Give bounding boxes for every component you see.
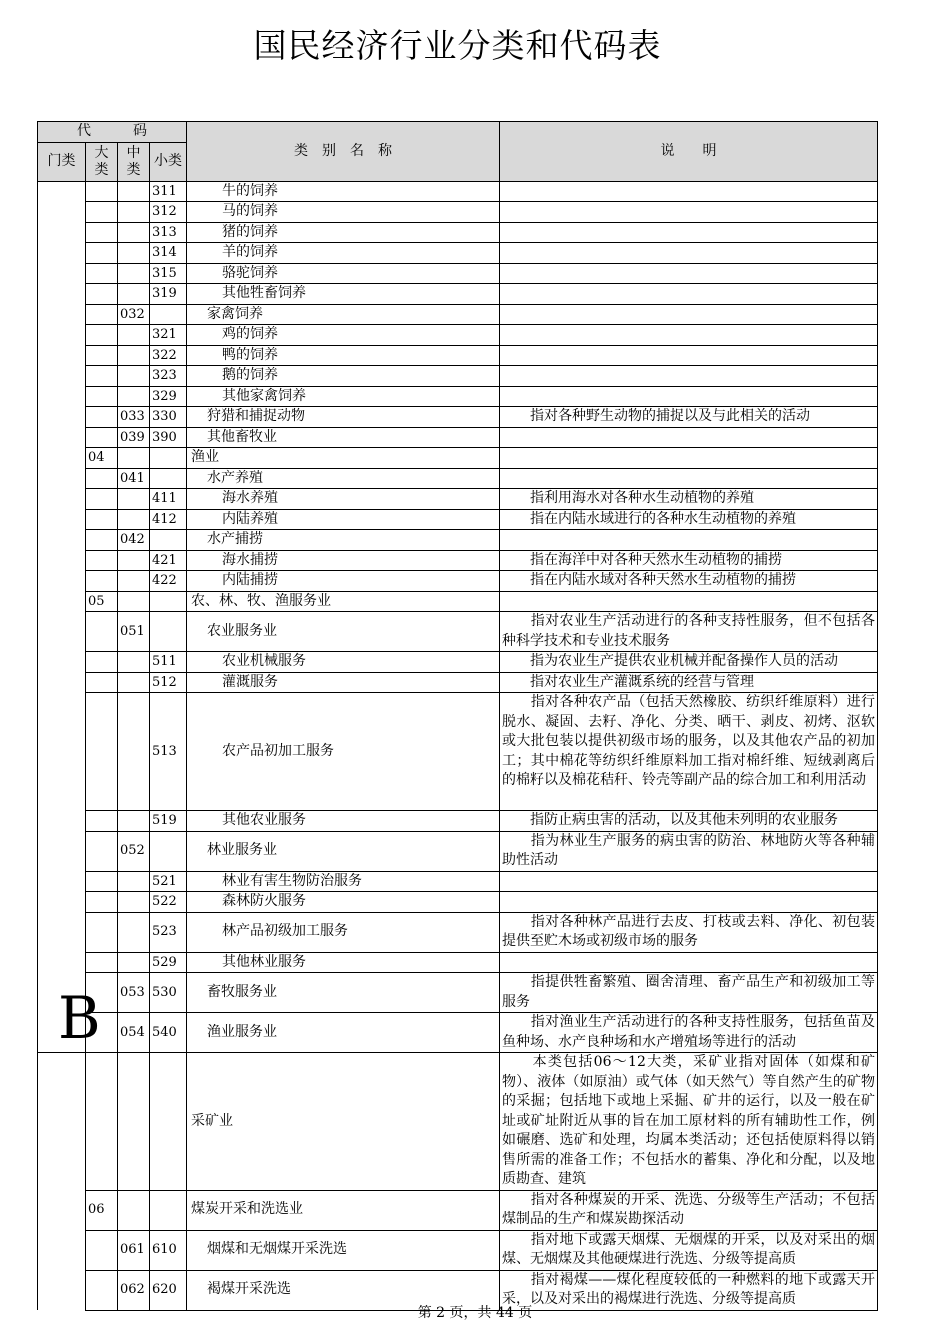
dalei-cell	[86, 509, 118, 530]
description-cell	[500, 973, 878, 1013]
xiaolei-cell: 421	[150, 550, 187, 571]
dalei-cell	[86, 652, 118, 673]
zhonglei-cell	[118, 952, 150, 973]
category-name-cell: 其他农业服务	[187, 811, 500, 832]
dalei-cell	[86, 1053, 118, 1191]
table-row	[38, 693, 878, 811]
xiaolei-cell	[150, 591, 187, 612]
description-cell	[500, 892, 878, 913]
menlei-cell	[38, 407, 86, 428]
xiaolei-cell: 610	[150, 1230, 187, 1270]
menlei-cell	[38, 591, 86, 612]
xiaolei-cell	[150, 530, 187, 551]
category-name-cell: 森林防火服务	[187, 892, 500, 913]
description-text: 指对褐煤——煤化程度较低的一种燃料的地下或露天开采，以及对采出的褐煤进行洗选、分级等提高质	[502, 1271, 875, 1307]
menlei-cell	[38, 530, 86, 551]
category-name-cell: 其他牲畜饲养	[187, 284, 500, 305]
description-text: 指对农业生产灌溉系统的经营与管理	[530, 673, 754, 690]
menlei-cell	[38, 222, 86, 243]
dalei-cell	[86, 427, 118, 448]
zhonglei-cell	[118, 284, 150, 305]
description-cell	[500, 1013, 878, 1053]
xiaolei-cell: 513	[150, 693, 187, 811]
description-cell	[500, 489, 878, 510]
table-row	[38, 1053, 878, 1191]
description-cell	[500, 366, 878, 387]
description-cell	[500, 407, 878, 428]
zhonglei-cell: 061	[118, 1230, 150, 1270]
table-row	[38, 386, 878, 407]
xiaolei-cell: 519	[150, 811, 187, 832]
table-row	[38, 222, 878, 243]
description-cell	[500, 1230, 878, 1270]
zhonglei-cell	[118, 652, 150, 673]
zhonglei-cell	[118, 243, 150, 264]
xiaolei-cell: 329	[150, 386, 187, 407]
xiaolei-cell: 315	[150, 263, 187, 284]
description-cell	[500, 202, 878, 223]
category-name-cell: 狩猎和捕捉动物	[187, 407, 500, 428]
description-cell	[500, 811, 878, 832]
page-footer: 第 2 页，共 44 页	[417, 1305, 533, 1321]
name-header: 类 别 名 称	[187, 122, 500, 182]
dalei-cell	[86, 892, 118, 913]
description-text: 指对各种农产品（包括天然橡胶、纺织纤维原料）进行脱水、凝固、去籽、净化、分类、晒干、剥皮、初烤、沤软或大批包装以提供初级市场的服务，以及其他农产品的初加工；其中棉花等纺织纤维原料加工指对棉纤维、短绒剥离后的棉籽以及棉花秸秆、铃壳等副产品的综合加工和利用活动	[502, 694, 876, 788]
description-cell	[500, 612, 878, 652]
table-row	[38, 591, 878, 612]
description-text: 指防止病虫害的活动，以及其他未列明的农业服务	[530, 812, 838, 828]
table-row	[38, 489, 878, 510]
description-cell	[500, 468, 878, 489]
xiaolei-cell: 411	[150, 489, 187, 510]
zhonglei-cell	[118, 345, 150, 366]
dalei-cell	[86, 284, 118, 305]
description-text: 指对农业生产活动进行的各种支持性服务，但不包括各种科学技术和专业技术服务	[502, 613, 876, 649]
description-text: 指在海洋中对各种天然水生动植物的捕捞	[530, 551, 782, 568]
description-cell	[500, 222, 878, 243]
table-row	[38, 652, 878, 673]
category-name-cell: 鸡的饲养	[187, 325, 500, 346]
zhonglei-cell	[118, 1190, 150, 1230]
menlei-cell	[38, 831, 86, 871]
category-name-cell: 猪的饲养	[187, 222, 500, 243]
xiaolei-cell	[150, 448, 187, 469]
xiaolei-header: 小类	[150, 142, 187, 181]
xiaolei-cell	[150, 831, 187, 871]
dalei-cell	[86, 202, 118, 223]
table-row	[38, 871, 878, 892]
xiaolei-cell: 521	[150, 871, 187, 892]
xiaolei-cell: 523	[150, 912, 187, 952]
table-row	[38, 263, 878, 284]
zhonglei-cell	[118, 871, 150, 892]
xiaolei-cell	[150, 304, 187, 325]
table-row	[38, 468, 878, 489]
xiaolei-cell: 322	[150, 345, 187, 366]
dalei-cell	[86, 693, 118, 811]
dalei-cell	[86, 811, 118, 832]
table-row	[38, 243, 878, 264]
description-cell	[500, 181, 878, 202]
description-cell	[500, 952, 878, 973]
dalei-cell	[86, 912, 118, 952]
description-text: 指对地下或露天烟煤、无烟煤的开采，以及对采出的烟煤、无烟煤及其他硬煤进行洗选、分级等提高质	[502, 1231, 876, 1267]
menlei-cell	[38, 693, 86, 811]
menlei-cell	[38, 202, 86, 223]
menlei-cell	[38, 181, 86, 202]
zhonglei-cell	[118, 489, 150, 510]
menlei-cell	[38, 1053, 86, 1191]
description-cell	[500, 345, 878, 366]
zhonglei-cell	[118, 263, 150, 284]
description-text: 指为林业生产服务的病虫害的防治、林地防火等各种辅助性活动	[502, 832, 876, 868]
table-row	[38, 304, 878, 325]
table-row	[38, 550, 878, 571]
dalei-cell	[86, 222, 118, 243]
category-name-cell: 内陆养殖	[187, 509, 500, 530]
xiaolei-cell: 422	[150, 571, 187, 592]
menlei-cell	[38, 345, 86, 366]
description-cell	[500, 304, 878, 325]
menlei-cell	[38, 871, 86, 892]
table-row	[38, 325, 878, 346]
description-cell	[500, 912, 878, 952]
desc-header: 说 明	[500, 122, 878, 182]
description-text: 指对各种煤炭的开采、洗选、分级等生产活动；不包括煤制品的生产和煤炭勘探活动	[502, 1191, 876, 1227]
menlei-cell	[38, 468, 86, 489]
category-name-cell: 海水养殖	[187, 489, 500, 510]
xiaolei-cell: 529	[150, 952, 187, 973]
table-row	[38, 892, 878, 913]
dalei-cell	[86, 181, 118, 202]
menlei-cell	[38, 386, 86, 407]
table-row	[38, 571, 878, 592]
menlei-cell	[38, 892, 86, 913]
menlei-cell	[38, 571, 86, 592]
zhonglei-cell	[118, 366, 150, 387]
zhonglei-cell	[118, 811, 150, 832]
xiaolei-cell: 412	[150, 509, 187, 530]
table-row	[38, 831, 878, 871]
menlei-cell	[38, 811, 86, 832]
table-row	[38, 912, 878, 952]
zhonglei-cell: 051	[118, 612, 150, 652]
description-cell	[500, 243, 878, 264]
description-cell	[500, 284, 878, 305]
dalei-cell: 06	[86, 1190, 118, 1230]
category-name-cell: 褐煤开采洗选	[187, 1270, 500, 1310]
category-name-cell: 其他家禽饲养	[187, 386, 500, 407]
dalei-cell	[86, 612, 118, 652]
dalei-cell: 04	[86, 448, 118, 469]
table-row	[38, 181, 878, 202]
zhonglei-cell	[118, 912, 150, 952]
description-cell	[500, 652, 878, 673]
zhonglei-cell	[118, 325, 150, 346]
xiaolei-cell: 330	[150, 407, 187, 428]
menlei-cell	[38, 952, 86, 973]
description-cell	[500, 591, 878, 612]
description-text: 本类包括06～12大类，采矿业指对固体（如煤和矿物）、液体（如原油）或气体（如天然气）等自然产生的矿物的采掘；包括地下或地上采掘、矿井的运行，以及一般在矿址或矿址附近从事的旨在加工原材料的所有辅助性工作，例如碾磨、选矿和处理，均属本类活动；还包括使原料得以销售所需的准备工作；不包括水的蓄集、净化和分配，以及地质勘查、建筑	[502, 1054, 875, 1187]
table-row	[38, 1190, 878, 1230]
zhonglei-cell	[118, 509, 150, 530]
menlei-cell	[38, 448, 86, 469]
zhonglei-cell	[118, 571, 150, 592]
description-cell	[500, 263, 878, 284]
table-row	[38, 509, 878, 530]
table-row	[38, 427, 878, 448]
menlei-cell	[38, 263, 86, 284]
category-name-cell: 农产品初加工服务	[187, 693, 500, 811]
table-row	[38, 530, 878, 551]
dalei-cell	[86, 386, 118, 407]
description-cell	[500, 550, 878, 571]
table-row	[38, 1013, 878, 1053]
category-name-cell: 林业服务业	[187, 831, 500, 871]
dalei-cell	[86, 243, 118, 264]
menlei-cell	[38, 325, 86, 346]
xiaolei-cell: 620	[150, 1270, 187, 1310]
dalei-cell	[86, 468, 118, 489]
menlei-cell	[38, 1230, 86, 1270]
menlei-cell	[38, 366, 86, 387]
zhonglei-cell	[118, 222, 150, 243]
dalei-cell	[86, 304, 118, 325]
menlei-cell	[38, 652, 86, 673]
description-cell	[500, 693, 878, 811]
zhonglei-cell	[118, 693, 150, 811]
category-name-cell: 水产养殖	[187, 468, 500, 489]
dalei-cell	[86, 366, 118, 387]
table-row	[38, 448, 878, 469]
zhonglei-cell: 032	[118, 304, 150, 325]
description-cell	[500, 1190, 878, 1230]
dalei-cell	[86, 407, 118, 428]
category-name-cell: 海水捕捞	[187, 550, 500, 571]
category-name-cell: 林业有害生物防治服务	[187, 871, 500, 892]
xiaolei-cell: 540	[150, 1013, 187, 1053]
dalei-cell	[86, 489, 118, 510]
zhonglei-cell: 041	[118, 468, 150, 489]
zhonglei-cell: 053	[118, 973, 150, 1013]
dalei-cell	[86, 871, 118, 892]
description-cell	[500, 448, 878, 469]
category-name-cell: 林产品初级加工服务	[187, 912, 500, 952]
table-row	[38, 811, 878, 832]
zhonglei-cell: 054	[118, 1013, 150, 1053]
category-name-cell: 家禽饲养	[187, 304, 500, 325]
zhonglei-cell	[118, 386, 150, 407]
description-cell	[500, 571, 878, 592]
zhonglei-cell	[118, 448, 150, 469]
table-row	[38, 612, 878, 652]
table-row	[38, 973, 878, 1013]
description-text: 指对各种林产品进行去皮、打枝或去料、净化、初包装提供至贮木场或初级市场的服务	[502, 913, 876, 949]
table-row	[38, 202, 878, 223]
menlei-cell	[38, 489, 86, 510]
code-header: 代 码	[38, 122, 187, 143]
dalei-cell	[86, 530, 118, 551]
xiaolei-cell	[150, 468, 187, 489]
description-cell	[500, 831, 878, 871]
section-letter-b: B	[58, 984, 101, 1052]
category-name-cell: 水产捕捞	[187, 530, 500, 551]
dalei-cell	[86, 672, 118, 693]
zhonglei-header: 中 类	[118, 142, 150, 181]
category-name-cell: 内陆捕捞	[187, 571, 500, 592]
description-cell	[500, 672, 878, 693]
zhonglei-cell	[118, 550, 150, 571]
xiaolei-cell: 312	[150, 202, 187, 223]
menlei-cell	[38, 243, 86, 264]
menlei-cell	[38, 304, 86, 325]
description-cell	[500, 509, 878, 530]
table-body	[38, 181, 878, 1310]
dalei-header: 大 类	[86, 142, 118, 181]
page-title: 国民经济行业分类和代码表	[253, 26, 662, 65]
menlei-header: 门类	[38, 142, 86, 181]
dalei-cell	[86, 263, 118, 284]
table-row	[38, 345, 878, 366]
zhonglei-cell: 033	[118, 407, 150, 428]
table-row	[38, 952, 878, 973]
category-name-cell: 渔业	[187, 448, 500, 469]
description-text: 指提供牲畜繁殖、圈舍清理、畜产品生产和初级加工等服务	[502, 974, 876, 1010]
zhonglei-cell: 042	[118, 530, 150, 551]
xiaolei-cell: 314	[150, 243, 187, 264]
xiaolei-cell	[150, 1190, 187, 1230]
category-name-cell: 渔业服务业	[187, 1013, 500, 1053]
zhonglei-cell	[118, 892, 150, 913]
description-text: 指对渔业生产活动进行的各种支持性服务，包括鱼苗及鱼种场、水产良种场和水产增殖场等进行的活动	[502, 1014, 876, 1050]
xiaolei-cell	[150, 1053, 187, 1191]
dalei-cell	[86, 571, 118, 592]
zhonglei-cell: 039	[118, 427, 150, 448]
zhonglei-cell	[118, 202, 150, 223]
category-name-cell: 采矿业	[187, 1053, 500, 1191]
category-name-cell: 其他畜牧业	[187, 427, 500, 448]
table-row	[38, 672, 878, 693]
category-name-cell: 其他林业服务	[187, 952, 500, 973]
dalei-cell	[86, 952, 118, 973]
category-name-cell: 烟煤和无烟煤开采洗选	[187, 1230, 500, 1270]
zhonglei-cell	[118, 591, 150, 612]
zhonglei-cell: 052	[118, 831, 150, 871]
description-cell	[500, 871, 878, 892]
category-name-cell: 农业服务业	[187, 612, 500, 652]
dalei-cell	[86, 345, 118, 366]
xiaolei-cell: 512	[150, 672, 187, 693]
xiaolei-cell: 311	[150, 181, 187, 202]
dalei-cell	[86, 1230, 118, 1270]
menlei-cell	[38, 672, 86, 693]
category-name-cell: 马的饲养	[187, 202, 500, 223]
dalei-cell: 05	[86, 591, 118, 612]
xiaolei-cell: 390	[150, 427, 187, 448]
xiaolei-cell: 530	[150, 973, 187, 1013]
menlei-cell	[38, 550, 86, 571]
dalei-cell	[86, 550, 118, 571]
menlei-cell	[38, 509, 86, 530]
dalei-cell	[86, 831, 118, 871]
table-row	[38, 407, 878, 428]
description-text: 指对各种野生动物的捕捉以及与此相关的活动	[530, 408, 810, 424]
category-name-cell: 鸭的饲养	[187, 345, 500, 366]
menlei-cell	[38, 427, 86, 448]
zhonglei-cell	[118, 1053, 150, 1191]
dalei-cell	[86, 325, 118, 346]
zhonglei-cell: 062	[118, 1270, 150, 1310]
category-name-cell: 牛的饲养	[187, 181, 500, 202]
xiaolei-cell: 511	[150, 652, 187, 673]
zhonglei-cell	[118, 672, 150, 693]
menlei-cell	[38, 284, 86, 305]
description-cell	[500, 530, 878, 551]
xiaolei-cell	[150, 612, 187, 652]
category-name-cell: 煤炭开采和洗选业	[187, 1190, 500, 1230]
description-text: 指为农业生产提供农业机械并配备操作人员的活动	[530, 653, 838, 669]
description-text: 指在内陆水域对各种天然水生动植物的捕捞	[530, 572, 796, 588]
xiaolei-cell: 323	[150, 366, 187, 387]
table-row	[38, 1230, 878, 1270]
xiaolei-cell: 522	[150, 892, 187, 913]
industry-code-table	[37, 121, 878, 1311]
menlei-cell	[38, 1190, 86, 1230]
category-name-cell: 羊的饲养	[187, 243, 500, 264]
description-text: 指在内陆水域进行的各种水生动植物的养殖	[530, 510, 796, 527]
xiaolei-cell: 321	[150, 325, 187, 346]
table-row	[38, 366, 878, 387]
description-cell	[500, 427, 878, 448]
description-cell	[500, 1053, 878, 1191]
xiaolei-cell: 313	[150, 222, 187, 243]
category-name-cell: 鹅的饲养	[187, 366, 500, 387]
menlei-cell	[38, 612, 86, 652]
category-name-cell: 畜牧服务业	[187, 973, 500, 1013]
description-text: 指利用海水对各种水生动植物的养殖	[530, 490, 754, 506]
category-name-cell: 农业机械服务	[187, 652, 500, 673]
zhonglei-cell	[118, 181, 150, 202]
menlei-cell	[38, 912, 86, 952]
category-name-cell: 骆驼饲养	[187, 263, 500, 284]
description-cell	[500, 325, 878, 346]
category-name-cell: 农、林、牧、渔服务业	[187, 591, 500, 612]
table-row	[38, 284, 878, 305]
xiaolei-cell: 319	[150, 284, 187, 305]
description-cell	[500, 386, 878, 407]
category-name-cell: 灌溉服务	[187, 672, 500, 693]
